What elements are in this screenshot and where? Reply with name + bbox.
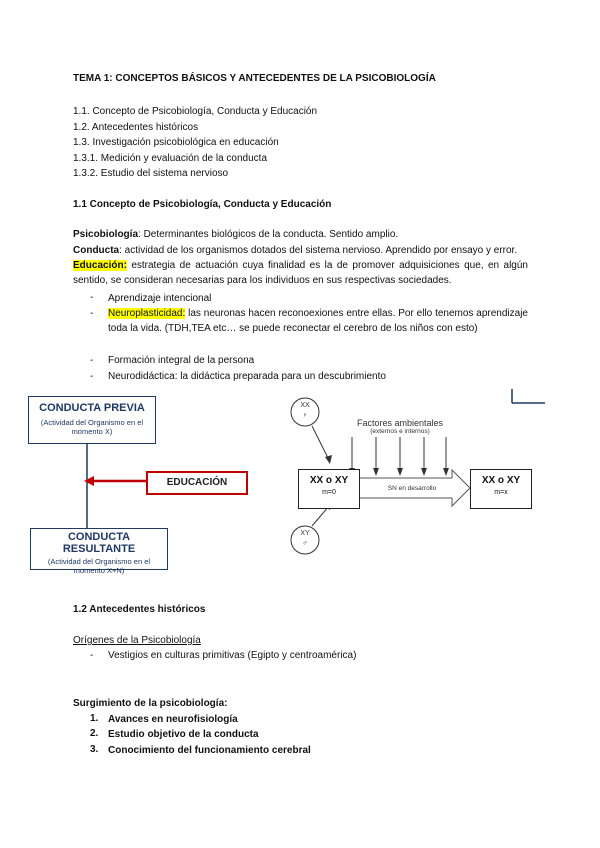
term: Conducta — [73, 245, 120, 256]
definition-text: : Determinantes biológicos de la conducta. Sentido amplio. — [138, 229, 399, 240]
definition-text: : actividad de los organismos dotados del sistema nervioso. Aprendido por ensayo y error. — [119, 245, 518, 256]
list-item: Avances en neurofisiología — [108, 714, 238, 725]
list-number: 1. — [90, 713, 99, 724]
toc-item: 1.3.2. Estudio del sistema nervioso — [73, 168, 229, 179]
definition-text: estrategia de actuación cuya finalidad es la de promover adquisiciones que, en algún sentido, se consideran necesarias para los individuos en sus respectivas sociedades. — [73, 260, 528, 286]
educacion-label: EDUCACIÓN — [146, 471, 248, 495]
final-state-box — [470, 469, 532, 509]
factors-title: Factores ambientales — [356, 418, 444, 428]
toc-item: 1.1. Concepto de Psicobiología, Conducta y Educación — [73, 106, 318, 117]
dash-marker: - — [90, 308, 94, 319]
box-title: CONDUCTA PREVIA — [39, 402, 145, 414]
list-item: Conocimiento del funcionamiento cerebral — [108, 745, 311, 756]
female-icon: ♀ — [302, 412, 308, 419]
list-item: Vestigios en culturas primitivas (Egipto y centroamérica) — [108, 650, 357, 661]
list-item: Aprendizaje intencional — [108, 293, 212, 304]
box-title: XX o XY — [481, 475, 521, 486]
section-heading: 1.2 Antecedentes históricos — [73, 604, 206, 615]
male-circle — [291, 529, 319, 549]
term: Educación: — [73, 260, 127, 271]
initial-state-box — [298, 469, 360, 509]
dash-marker: - — [90, 292, 94, 303]
box-title: CONDUCTA RESULTANTE — [62, 531, 136, 555]
document-title: TEMA 1: CONCEPTOS BÁSICOS Y ANTECEDENTES DE LA PSICOBIOLOGÍA — [73, 73, 436, 84]
term: Neuroplasticidad: — [108, 308, 186, 319]
list-item: Neurodidáctica: la didáctica preparada para un descubrimiento — [108, 371, 386, 382]
subheading: Orígenes de la Psicobiología — [73, 635, 201, 646]
section-heading: 1.1 Concepto de Psicobiología, Conducta y Educación — [73, 199, 332, 210]
sn-label: SN en desarrollo — [387, 485, 437, 492]
box-title: XX o XY — [309, 475, 349, 486]
female-circle — [291, 401, 319, 421]
dash-marker: - — [90, 355, 94, 366]
list-number: 2. — [90, 728, 99, 739]
toc-item: 1.2. Antecedentes históricos — [73, 122, 199, 133]
factors-subtitle: (externos e internos) — [370, 428, 430, 435]
chromosome-label: XY — [300, 530, 310, 537]
box-subtitle: (Actividad del Organismo en el momento X) — [40, 418, 144, 436]
box-subtitle: m=x — [494, 489, 508, 496]
dash-marker: - — [90, 650, 94, 661]
box-subtitle: m=0 — [322, 489, 336, 496]
toc-item: 1.3. Investigación psicobiológica en educación — [73, 137, 279, 148]
list-item-text: las neuronas hacen reconoexiones entre ellas. Por ello tenemos aprendizaje toda la vida. (TDH,TEA etc… se puede reconectar el cerebro de los niños con esto) — [108, 308, 528, 334]
list-item: Estudio objetivo de la conducta — [108, 729, 259, 740]
list-number: 3. — [90, 744, 99, 755]
box-subtitle: (Actividad del Organismo en el momento X+N) — [47, 557, 151, 575]
toc-item: 1.3.1. Medición y evaluación de la conducta — [73, 153, 268, 164]
male-icon: ♂ — [302, 540, 308, 547]
chromosome-label: XX — [300, 402, 310, 409]
subheading: Surgimiento de la psicobiología: — [73, 698, 228, 709]
term: Psicobiología — [73, 229, 139, 240]
list-item: Formación integral de la persona — [108, 355, 255, 366]
dash-marker: - — [90, 371, 94, 382]
